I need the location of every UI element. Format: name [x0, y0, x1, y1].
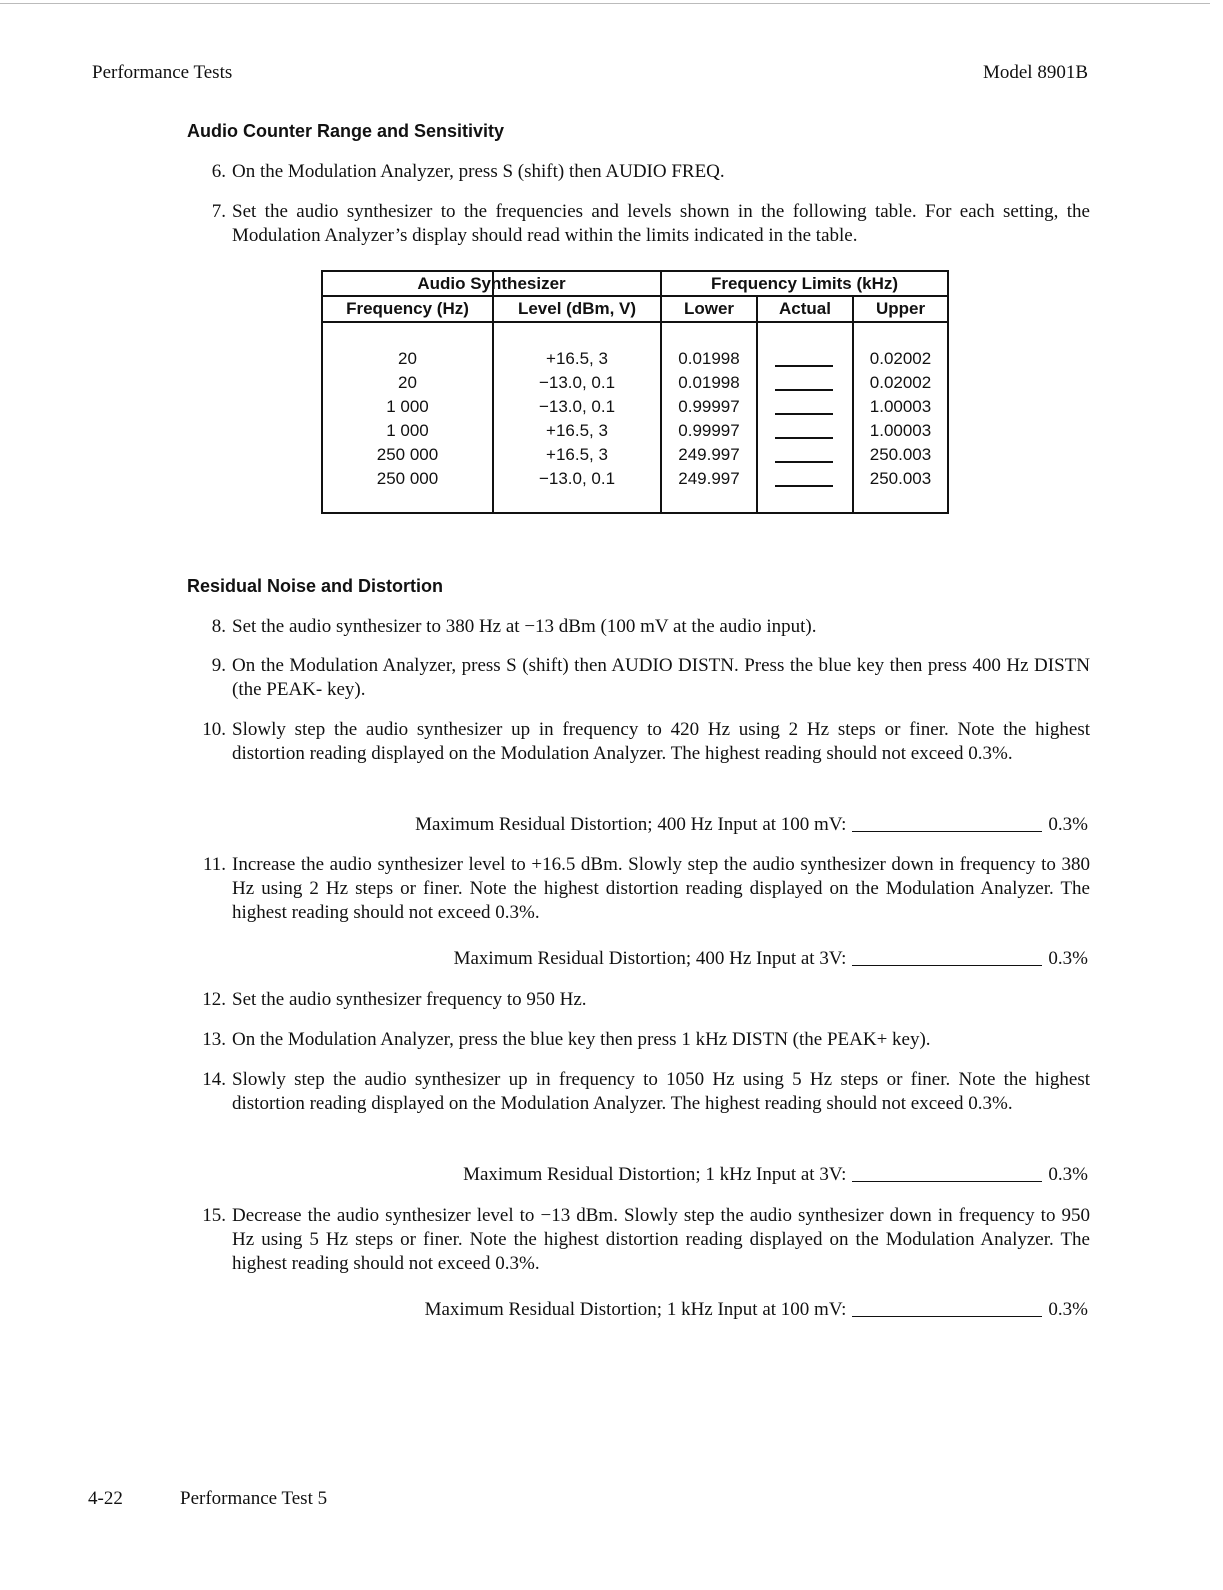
step-number: 6. [211, 161, 226, 182]
group-header-synth: Audio Synthesizer [417, 274, 566, 293]
cell-frequency: 1 000 [386, 421, 429, 440]
actual-entry-blank [775, 485, 833, 487]
column-header-lower: Lower [683, 299, 735, 318]
step-15 [190, 1204, 1090, 1276]
section-title-residual-noise: Residual Noise and Distortion [187, 576, 444, 596]
cell-frequency: 20 [398, 373, 417, 392]
actual-entry-blank [775, 413, 833, 415]
step-8 [190, 615, 1090, 639]
result-line-400hz-3v [454, 948, 1088, 970]
group-header-limits: Frequency Limits (kHz) [710, 274, 899, 293]
header-divider [323, 295, 947, 297]
step-number: 15. [202, 1205, 226, 1226]
result-entry-blank [852, 830, 1042, 832]
result-line-1khz-100mv [425, 1299, 1088, 1321]
cell-frequency: 250 000 [376, 469, 439, 488]
step-9 [190, 654, 1090, 702]
step-13 [190, 1028, 1090, 1052]
step-number: 8. [211, 616, 226, 637]
cell-upper: 0.02002 [869, 373, 932, 392]
column-header-frequency: Frequency (Hz) [346, 299, 469, 318]
cell-level: +16.5, 3 [546, 421, 608, 440]
result-line-1khz-3v [463, 1164, 1088, 1186]
step-number: 11. [202, 854, 226, 875]
cell-upper: 1.00003 [869, 397, 932, 416]
cell-upper: 250.003 [869, 469, 932, 488]
cell-lower: 0.99997 [678, 397, 740, 416]
header-divider [323, 321, 947, 323]
result-entry-blank [852, 1315, 1042, 1317]
step-text: On the Modulation Analyzer, press the blue key then press 1 kHz DISTN (the PEAK+ key). [232, 1029, 931, 1050]
actual-entry-blank [775, 461, 833, 463]
running-header-left: Performance Tests [92, 62, 233, 83]
step-text: Set the audio synthesizer to the frequencies and levels shown in the following table. For each setting, the Modulation Analyzer’s display should read within the limits indicated in the table. [232, 201, 1090, 246]
frequency-limits-table [321, 270, 949, 514]
step-6 [190, 160, 1090, 184]
step-text: Increase the audio synthesizer level to +16.5 dBm. Slowly step the audio synthesizer down in frequency to 380 Hz using 2 Hz steps or finer. Note the highest distortion reading displayed on the Modulation Analyzer. The highest reading should not exceed 0.3%. [232, 854, 1090, 923]
cell-frequency: 20 [398, 349, 417, 368]
result-label: Maximum Residual Distortion; 400 Hz Input at 100 mV: [415, 814, 847, 835]
step-number: 13. [202, 1029, 226, 1050]
result-entry-blank [852, 1180, 1042, 1182]
cell-lower: 249.997 [678, 445, 740, 464]
footer-page-number: 4-22 [88, 1488, 123, 1509]
result-limit: 0.3% [1048, 814, 1088, 835]
actual-entry-blank [775, 389, 833, 391]
step-text: Decrease the audio synthesizer level to −13 dBm. Slowly step the audio synthesizer down in frequency to 950 Hz using 5 Hz steps or finer. Note the highest distortion reading displayed on the Modulation Analyzer. The highest reading should not exceed 0.3%. [232, 1205, 1090, 1274]
result-label: Maximum Residual Distortion; 1 kHz Input at 100 mV: [424, 1299, 847, 1320]
step-11 [190, 853, 1090, 925]
step-text: Slowly step the audio synthesizer up in frequency to 1050 Hz using 5 Hz steps or finer. Note the highest distortion reading displayed on the Modulation Analyzer. The highest reading should not exceed 0.3%. [232, 1069, 1090, 1114]
step-number: 12. [202, 989, 226, 1010]
cell-upper: 0.02002 [869, 349, 932, 368]
step-7 [190, 200, 1090, 248]
cell-lower: 0.99997 [678, 421, 740, 440]
step-number: 10. [202, 719, 226, 740]
step-text: Slowly step the audio synthesizer up in frequency to 420 Hz using 2 Hz steps or finer. Note the highest distortion reading displayed on the Modulation Analyzer. The highest reading should not exceed 0.3%. [232, 719, 1090, 764]
actual-entry-blank [775, 365, 833, 367]
cell-level: +16.5, 3 [546, 445, 608, 464]
result-label: Maximum Residual Distortion; 1 kHz Input at 3V: [463, 1164, 847, 1185]
column-header-level: Level (dBm, V) [517, 299, 637, 318]
footer-title: Performance Test 5 [180, 1488, 328, 1509]
step-text: On the Modulation Analyzer, press S (shift) then AUDIO FREQ. [232, 161, 725, 182]
running-header-right: Model 8901B [982, 62, 1088, 83]
step-number: 9. [211, 655, 226, 676]
result-entry-blank [852, 964, 1042, 966]
step-text: Set the audio synthesizer frequency to 950 Hz. [232, 989, 587, 1010]
result-limit: 0.3% [1048, 1164, 1088, 1185]
column-header-actual: Actual [779, 299, 831, 318]
cell-lower: 0.01998 [678, 349, 740, 368]
cell-lower: 249.997 [678, 469, 740, 488]
cell-level: −13.0, 0.1 [538, 373, 616, 392]
result-limit: 0.3% [1048, 948, 1088, 969]
cell-level: −13.0, 0.1 [538, 469, 616, 488]
step-10 [190, 718, 1090, 766]
section-title-audio-counter: Audio Counter Range and Sensitivity [187, 121, 505, 141]
cell-frequency: 1 000 [386, 397, 429, 416]
result-limit: 0.3% [1048, 1299, 1088, 1320]
step-number: 14. [202, 1069, 226, 1090]
actual-entry-blank [775, 437, 833, 439]
cell-frequency: 250 000 [376, 445, 439, 464]
top-rule [0, 3, 1210, 4]
column-header-upper: Upper [875, 299, 926, 318]
cell-level: −13.0, 0.1 [538, 397, 616, 416]
result-label: Maximum Residual Distortion; 400 Hz Input at 3V: [453, 948, 847, 969]
step-text: On the Modulation Analyzer, press S (shift) then AUDIO DISTN. Press the blue key then press 400 Hz DISTN (the PEAK- key). [232, 655, 1090, 700]
step-text: Set the audio synthesizer to 380 Hz at −13 dBm (100 mV at the audio input). [232, 616, 817, 637]
column-divider [756, 296, 758, 512]
step-number: 7. [211, 201, 226, 222]
cell-upper: 1.00003 [869, 421, 932, 440]
step-14 [190, 1068, 1090, 1116]
step-12 [190, 988, 1090, 1012]
result-line-400hz-100mv [415, 814, 1088, 836]
cell-level: +16.5, 3 [546, 349, 608, 368]
cell-lower: 0.01998 [678, 373, 740, 392]
cell-upper: 250.003 [869, 445, 932, 464]
